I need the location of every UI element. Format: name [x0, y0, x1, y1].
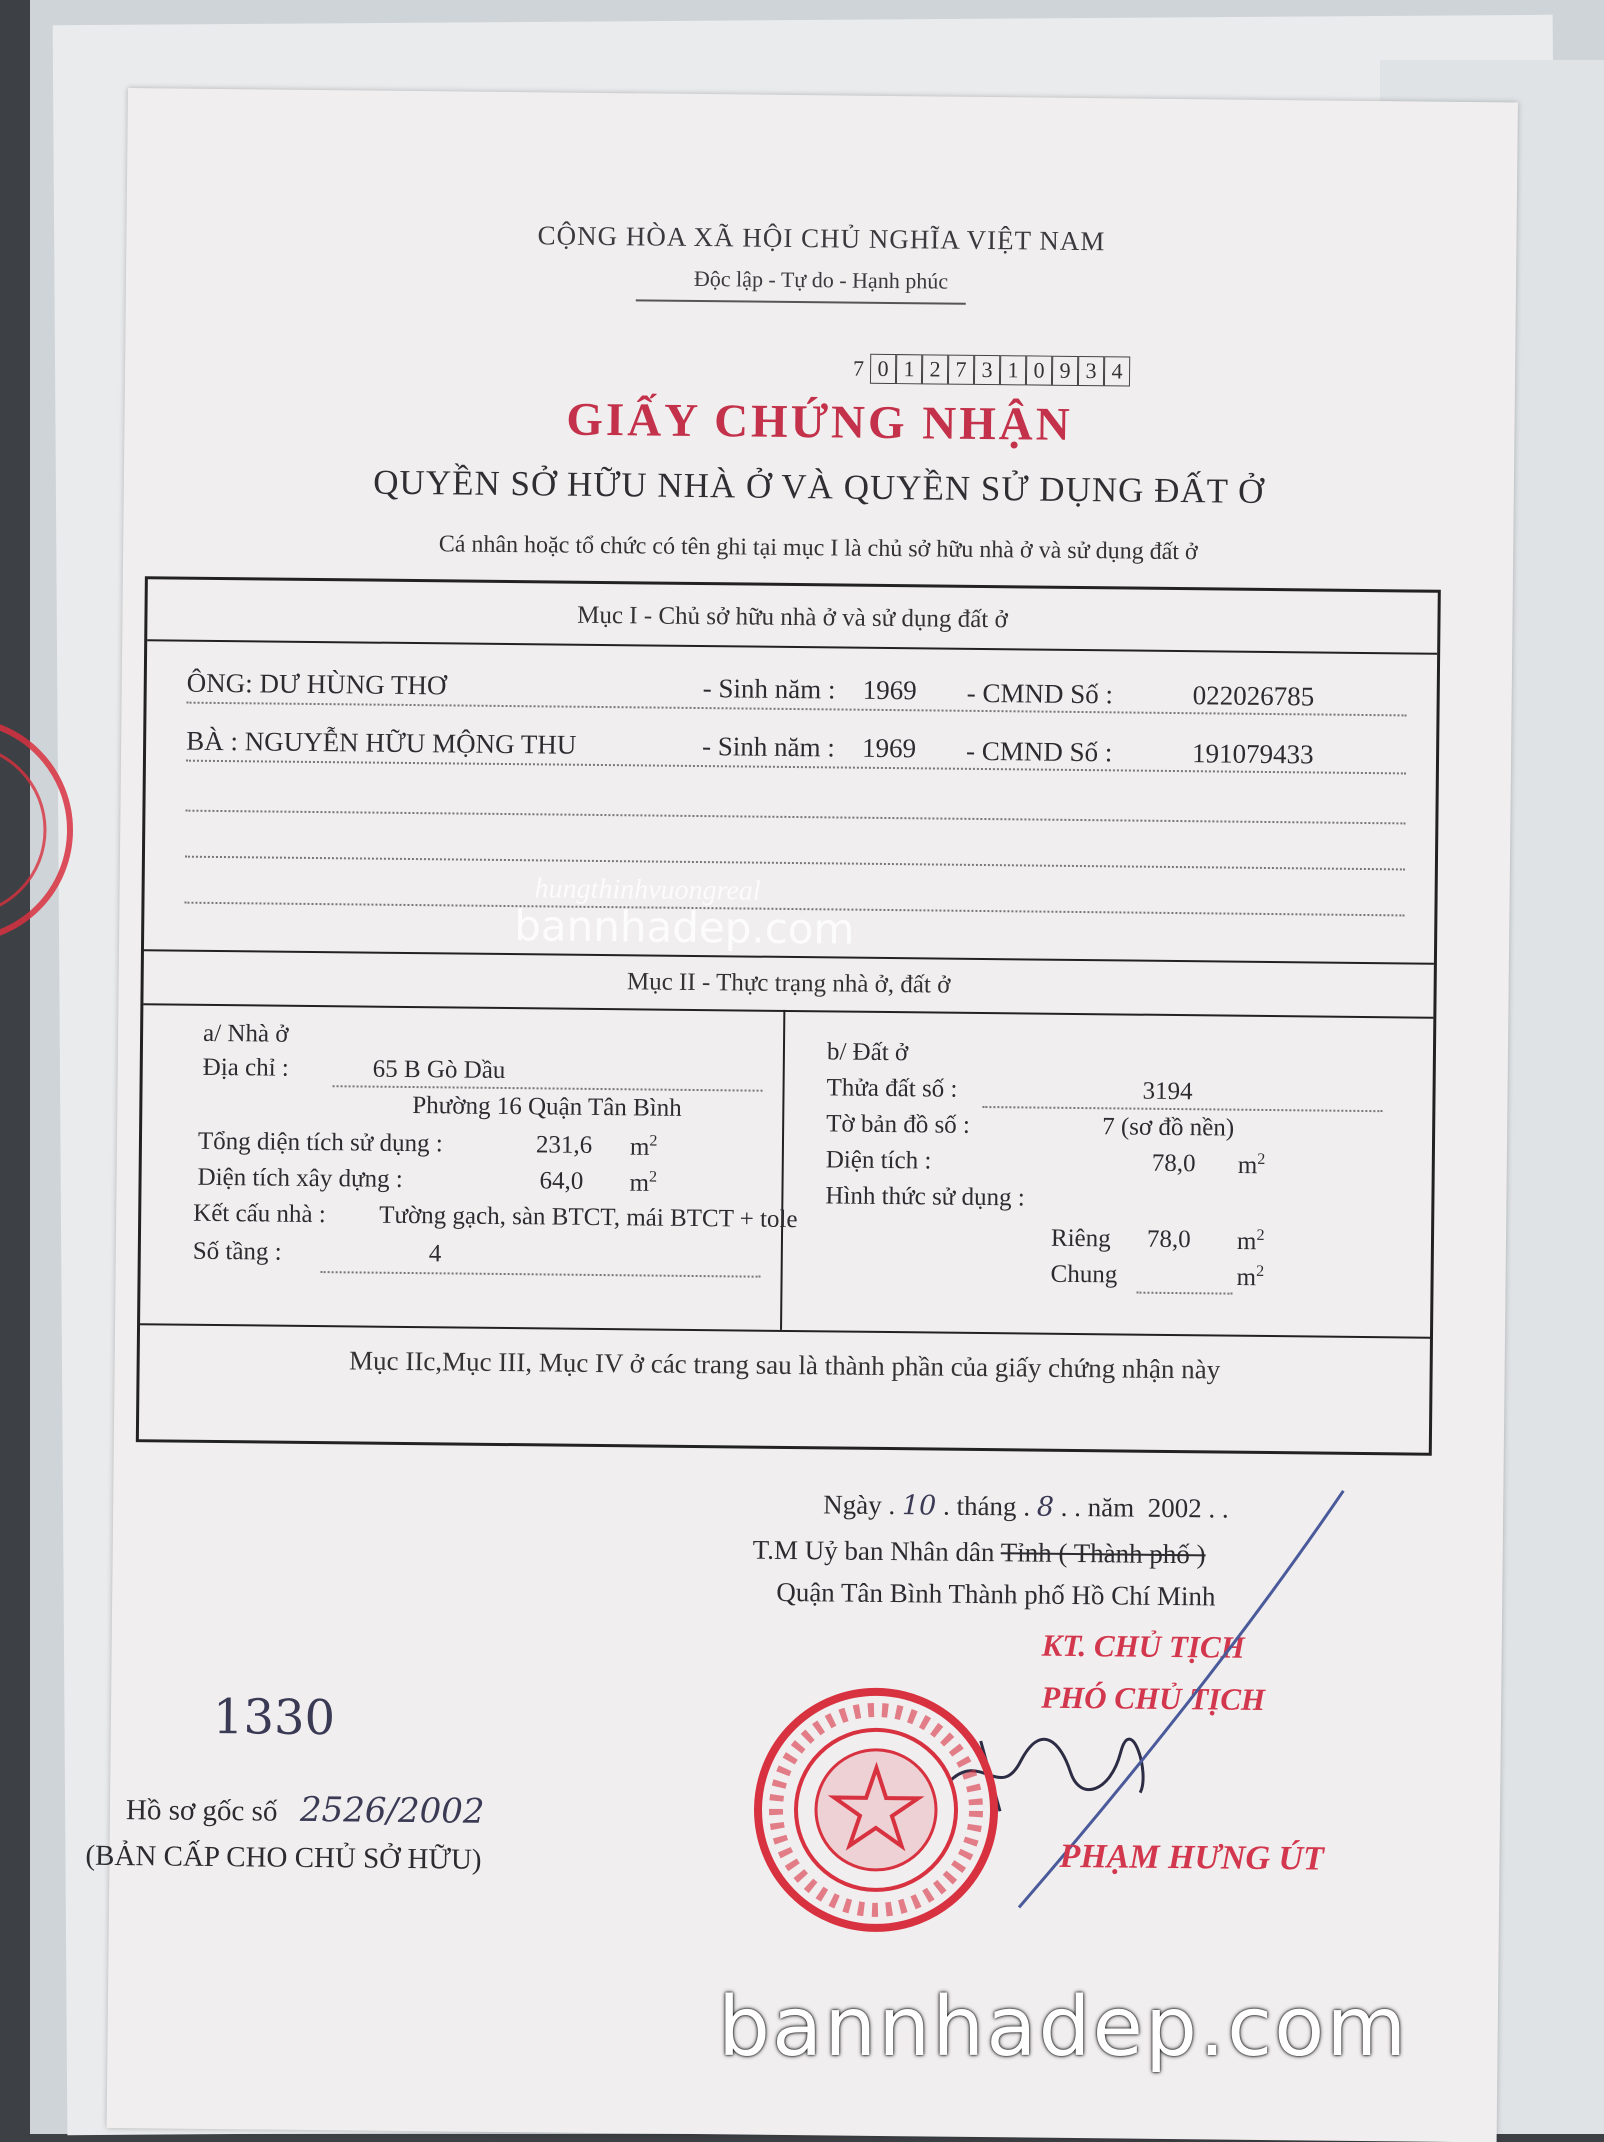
authority-line2: Quận Tân Bình Thành phố Hồ Chí Minh	[776, 1576, 1216, 1612]
area-unit: $m^2$	[629, 1168, 658, 1197]
file-number: 2526/2002	[299, 1789, 485, 1832]
owner2-id: 191079433	[1191, 738, 1314, 770]
map-value: 7 (sơ đồ nền)	[1102, 1113, 1235, 1142]
section1-heading: Mục I - Chủ sở hữu nhà ở và sử dụng đất ở	[577, 601, 1008, 634]
address-label: Địa chỉ :	[202, 1053, 289, 1082]
structure-value: Tường gạch, sàn BTCT, mái BTCT + tole	[379, 1201, 798, 1234]
serial-digit: 1	[1000, 355, 1026, 385]
issue-date: Ngày . 10 . tháng . 8 . . năm 2002 . .	[823, 1489, 1229, 1524]
build-area-label: Diện tích xây dựng :	[197, 1163, 403, 1193]
serial-digit: 0	[1026, 355, 1052, 385]
map-label: Tờ bản đồ số :	[826, 1110, 971, 1139]
area-unit: $m^2$	[1236, 1262, 1265, 1292]
area-unit: $m^2$	[1237, 1150, 1266, 1180]
column-divider	[780, 1010, 785, 1330]
address-line2: Phường 16 Quận Tân Bình	[412, 1092, 682, 1122]
owner2-birth-label: - Sinh năm :	[701, 731, 836, 763]
structure-label: Kết cấu nhà :	[193, 1199, 326, 1229]
section2-heading: Mục II - Thực trạng nhà ở, đất ở	[626, 968, 951, 999]
republic-header: CỘNG HÒA XÃ HỘI CHỦ NGHĨA VIỆT NAM	[537, 220, 1106, 257]
official-red-seal	[749, 1683, 1004, 1938]
signer-name: PHẠM HƯNG ÚT	[1059, 1837, 1325, 1878]
land-area-label: Diện tích :	[825, 1146, 932, 1175]
owner2-id-label: - CMND Số :	[965, 735, 1113, 768]
land-area-value: 78,0	[1151, 1149, 1196, 1178]
floors-label: Số tầng :	[192, 1237, 282, 1266]
dotted-line	[185, 810, 1405, 825]
owner1-birth-label: - Sinh năm :	[702, 673, 836, 705]
house-title: a/ Nhà ở	[202, 1019, 289, 1048]
watermark-small: hungthinhvuongreal	[534, 873, 761, 907]
divider	[147, 639, 1437, 655]
private-label: Riêng	[1050, 1224, 1111, 1253]
dotted-line	[321, 1271, 761, 1278]
motto-underline	[636, 299, 966, 304]
handwritten-number: 1330	[212, 1688, 336, 1747]
month-value: 8	[1036, 1491, 1055, 1523]
floors-value: 4	[428, 1240, 442, 1268]
month-label: tháng	[956, 1490, 1017, 1522]
serial-digit: 7	[948, 355, 974, 385]
private-value: 78,0	[1146, 1225, 1191, 1254]
year-value: 2002	[1147, 1492, 1202, 1524]
serial-digit: 2	[922, 354, 948, 384]
day-label: Ngày	[823, 1489, 882, 1520]
partial-stamp-left	[0, 720, 90, 940]
parcel-value: 3194	[1142, 1077, 1193, 1106]
dotted-line	[185, 856, 1405, 871]
serial-digit: 1	[896, 354, 922, 384]
divider	[143, 1003, 1433, 1019]
unit-text: m	[1237, 1152, 1258, 1180]
owner2-birth-year: 1969	[861, 732, 917, 764]
build-area-value: 64,0	[539, 1167, 584, 1195]
authority-line1-a: T.M Uỷ ban Nhân dân	[752, 1534, 995, 1568]
footer-note: Mục IIc,Mục III, Mục IV ở các trang sau là thành phần của giấy chứng nhận này	[348, 1345, 1221, 1385]
owner2-name: BÀ : NGUYỄN HỮU MỘNG THU	[186, 725, 577, 760]
unit-text: m	[629, 1169, 650, 1197]
serial-digit: 3	[1078, 356, 1104, 386]
unit-text: m	[1236, 1264, 1257, 1292]
file-label: Hồ sơ gốc số	[125, 1794, 278, 1828]
land-title: b/ Đất ở	[826, 1038, 909, 1067]
day-value: 10	[901, 1490, 937, 1522]
use-form-label: Hình thức sử dụng :	[825, 1182, 1025, 1212]
dotted-line	[982, 1106, 1382, 1112]
area-unit: $m^2$	[629, 1132, 658, 1161]
serial-digit: 9	[1052, 356, 1078, 386]
unit-text: m	[629, 1133, 650, 1161]
watermark-large: bannhadep.com	[718, 1980, 1409, 2075]
owner1-birth-year: 1969	[862, 674, 917, 706]
serial-digit: 3	[974, 355, 1000, 385]
serial-digit: 4	[1104, 356, 1130, 386]
copy-note: (BẢN CẤP CHO CHỦ SỞ HỮU)	[85, 1839, 482, 1876]
serial-digit: 0	[870, 354, 896, 384]
year-label: năm	[1087, 1492, 1135, 1523]
area-unit: $m^2$	[1236, 1226, 1265, 1256]
dotted-line	[333, 1085, 763, 1092]
authority-line1-b: Tỉnh ( Thành phố )	[1000, 1537, 1206, 1570]
sign-title-2: PHÓ CHỦ TỊCH	[1041, 1679, 1266, 1717]
owner1-id: 022026785	[1192, 680, 1315, 712]
certificate-page	[85, 88, 1518, 2142]
total-area-label: Tổng diện tích sử dụng :	[197, 1127, 443, 1158]
watermark-small: bannhadep.com	[513, 901, 855, 954]
parcel-label: Thửa đất số :	[826, 1074, 958, 1103]
certificate-subtitle: QUYỀN SỞ HỮU NHÀ Ở VÀ QUYỀN SỬ DỤNG ĐẤT Ở	[373, 462, 1265, 511]
sign-title-1: KT. CHỦ TỊCH	[1041, 1627, 1245, 1665]
dotted-line	[1136, 1292, 1232, 1295]
address-line1: 65 B Gò Dầu	[372, 1055, 506, 1085]
owner1-id-label: - CMND Số :	[966, 677, 1114, 710]
serial-lead: 7	[852, 355, 865, 381]
owner1-name: ÔNG: DƯ HÙNG THƠ	[186, 667, 447, 701]
details-table	[136, 576, 1441, 1456]
unit-text: m	[1236, 1228, 1257, 1256]
total-area-value: 231,6	[535, 1131, 593, 1159]
serial-number	[853, 354, 1130, 387]
certificate-intro: Cá nhân hoặc tổ chức có tên ghi tại mục I là chủ sở hữu nhà ở và sử dụng đất ở	[438, 531, 1198, 566]
certificate-title: GIẤY CHỨNG NHẬN	[566, 393, 1073, 451]
shared-label: Chung	[1050, 1260, 1118, 1289]
divider	[140, 1323, 1430, 1339]
motto: Độc lập - Tự do - Hạnh phúc	[693, 265, 949, 294]
